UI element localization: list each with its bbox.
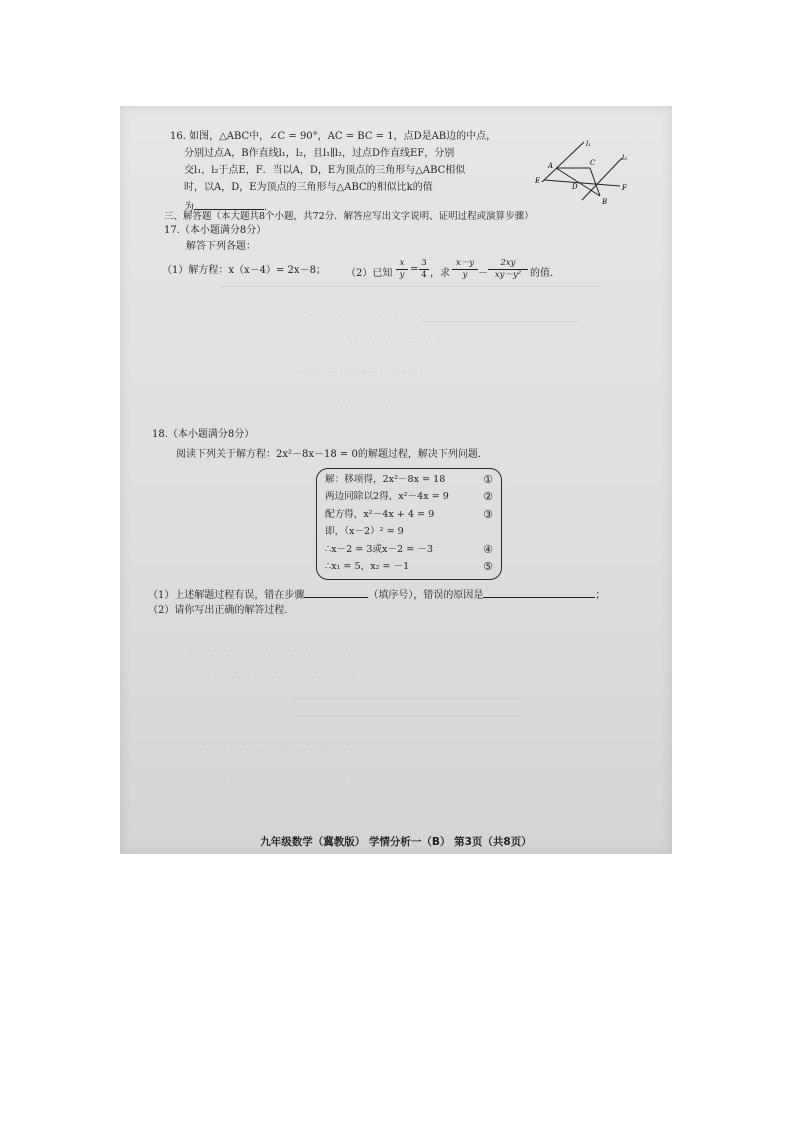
- section-heading: 三、解答题（本大题共8个小题，共72分．解答应写出文字说明、证明过程或演算步骤）: [164, 211, 534, 222]
- frac-denominator: y: [399, 270, 405, 280]
- q18-header: 18.（本小题满分8分）: [152, 429, 255, 440]
- fraction-2xy: [488, 258, 528, 281]
- frac-denominator: 4: [421, 270, 427, 280]
- step-number: ②: [483, 490, 493, 503]
- q16-line-end: ．: [264, 202, 274, 213]
- frac-numerator: x－y: [452, 258, 478, 270]
- bleed-through-text: · · · · · · · · · · · · · · · · · · · · · · · · · · · · · · ·: [180, 674, 355, 684]
- exam-page-photo: [120, 106, 672, 854]
- fraction-3-over-4: [419, 258, 429, 281]
- q17-part1: （1）解方程：x（x－4）= 2x－8；: [162, 265, 326, 276]
- frac-numerator: x: [396, 258, 408, 270]
- segment-ab: [556, 168, 600, 196]
- label-l1: l₁: [586, 140, 592, 148]
- label-a: A: [548, 162, 554, 170]
- frac-numerator: 2xy: [488, 258, 528, 270]
- label-b: B: [602, 198, 608, 206]
- bleed-through-text: · · · · · · · · · · · · · · · ·: [350, 338, 439, 348]
- page-footer: 九年级数学（冀教版） 学情分析一（B） 第3页（共8页）: [260, 836, 532, 848]
- q16-line: 时，以A，D，E为顶点的三角形与△ABC的相似比k的值: [184, 182, 433, 193]
- fraction-x-over-y: [396, 258, 408, 281]
- label-f: F: [622, 184, 627, 192]
- frac-denominator: y: [462, 270, 468, 280]
- bleed-through-line: [420, 321, 580, 322]
- bleed-through-text: · · · · · · · · · · · · · · · · · · · · · · ·: [300, 368, 429, 378]
- step-number: ①: [483, 473, 493, 486]
- q16-line: 交l₁，l₂于点E，F．当以A，D，E为顶点的三角形与△ABC相似: [184, 165, 466, 176]
- bleed-through-text: · · · · · · · · · · · · · · · · · · · ·: [310, 311, 422, 321]
- part2-suffix: 的值．: [530, 268, 560, 279]
- q16-line: 分别过点A，B作直线l₁，l₂，且l₁∥l₂，过点D作直线EF，分别: [184, 148, 455, 159]
- line-l2: [582, 158, 622, 200]
- part2-prefix: （2）已知: [346, 268, 393, 279]
- frac-denominator: xy－y²: [494, 270, 522, 280]
- bleed-through-line: [290, 698, 520, 699]
- bleed-through-text: · · · · · · · · · · · · · · · · · · · · · · · · · · · · ·: [190, 646, 354, 656]
- reason-answer-blank[interactable]: [483, 586, 595, 598]
- label-d: D: [572, 183, 578, 191]
- label-c: C: [590, 159, 596, 167]
- q18-question-2: （2）请你写出正确的解答过程．: [148, 605, 295, 616]
- step-number: ③: [483, 508, 493, 521]
- equals-sign: =: [410, 264, 419, 275]
- solution-step: 配方得，x²－4x + 4 = 9: [325, 509, 435, 520]
- bleed-through-text: · · · · · · · · · · · · · · · · · · · · · · · · · ·: [200, 778, 346, 788]
- bleed-through-text: · · · · · · · · · · · · · · · · · ·: [320, 398, 421, 408]
- q18-q1-end: ；: [595, 590, 606, 601]
- step-number: ④: [483, 543, 493, 556]
- minus-sign: －: [478, 268, 488, 279]
- q18-question-1: [148, 586, 605, 603]
- step-answer-blank[interactable]: [304, 586, 368, 598]
- solution-step: ∴x₁ = 5，x₂ = －1: [325, 561, 410, 572]
- solution-step: 解：移项得，2x²－8x = 18: [325, 474, 446, 485]
- bleed-through-text: · · · · · · · · · · · · · · · · · · · · · · · · · · · ·: [200, 746, 358, 756]
- part2-ask: ，求: [430, 268, 450, 279]
- bleed-through-line: [290, 716, 520, 717]
- label-l2: l₂: [622, 154, 628, 162]
- q16-line-start: 为: [184, 202, 194, 213]
- solution-step: 即，（x－2）² = 9: [325, 526, 404, 537]
- q16-line: 16. 如图，△ABC中，∠C = 90°，AC = BC = 1，点D是AB边的中点，: [170, 131, 497, 142]
- q18-intro: 阅读下列关于解方程：2x²－8x－18 = 0的解题过程，解决下列问题．: [176, 449, 488, 460]
- solution-step: ∴x－2 = 3或x－2 = －3: [325, 544, 433, 555]
- q16-geometry-figure: [534, 138, 634, 206]
- answer-blank[interactable]: [194, 198, 264, 210]
- bleed-through-line: [220, 286, 600, 287]
- frac-numerator: 3: [419, 258, 429, 270]
- step-number: ⑤: [483, 560, 493, 573]
- solution-step: 两边同除以2得，x²－4x = 9: [325, 491, 449, 502]
- q17-intro: 解答下列各题：: [186, 241, 256, 252]
- label-e: E: [535, 177, 541, 185]
- solution-box: [316, 468, 502, 580]
- q17-header: 17.（本小题满分8分）: [164, 225, 267, 236]
- q18-q1-text-2: （填序号），错误的原因是: [368, 590, 484, 601]
- fraction-x-minus-y: [452, 258, 478, 281]
- q18-q1-text: （1）上述解题过程有误，错在步骤: [148, 590, 305, 601]
